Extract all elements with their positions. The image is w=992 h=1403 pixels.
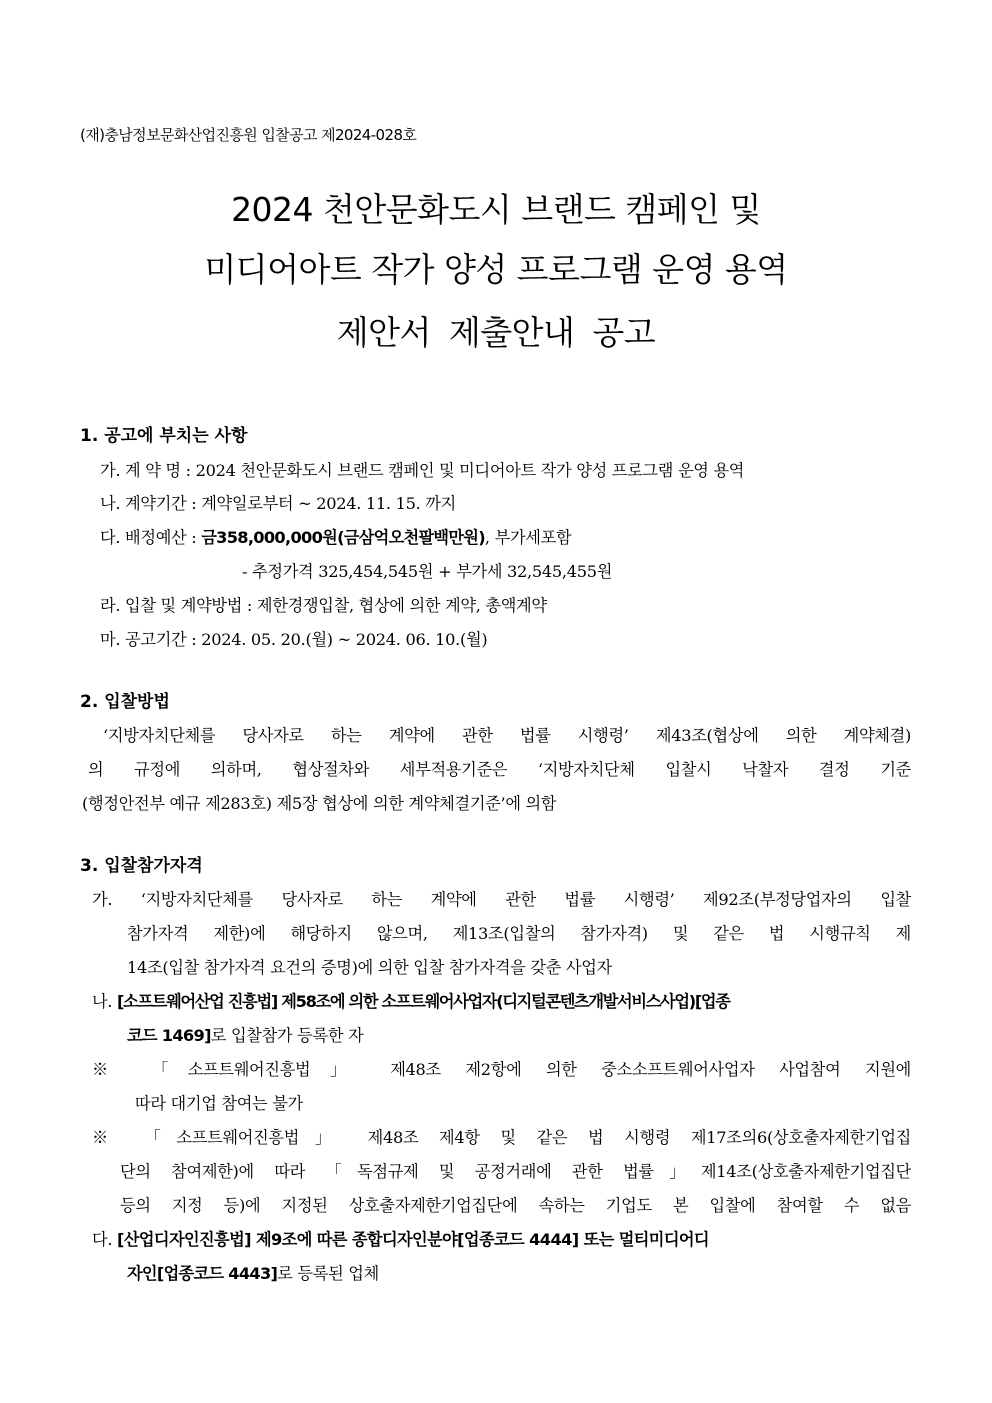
method-line-2: 의 규정에 의하며, 협상절차와 세부적용기준은 ‘지방자치단체 입찰시 낙찰자 결정 기준 (88, 760, 911, 779)
title-line-3: 제안서 제출안내 공고 (336, 313, 656, 352)
qualification-da-prefix: 다. (92, 1230, 118, 1249)
qualification-na-bold-1: [소프트웨어산업 진흥법] 제58조에 의한 소프트웨어사업자(디지털콘텐츠개발서비스사업)[업종 (117, 992, 730, 1011)
qualification-da-suffix: 로 등록된 업체 (277, 1264, 379, 1283)
section-2-heading: 2. 입찰방법 (80, 692, 170, 712)
qualification-da-bold-2: 자인[업종코드 4443] (127, 1264, 278, 1283)
title-line-1: 2024 천안문화도시 브랜드 캠페인 및 (231, 190, 761, 229)
qualification-da-line-2 (127, 1260, 379, 1284)
method-line-1: ‘지방자치단체를 당사자로 하는 계약에 관한 법률 시행령’ 제43조(협상에 의한 계약체결) (103, 726, 911, 745)
section-3-heading: 3. 입찰참가자격 (80, 856, 203, 876)
bid-method: 라. 입찰 및 계약방법 : 제한경쟁입찰, 협상에 의한 계약, 총액계약 (100, 596, 547, 615)
qualification-ga-line-3: 14조(입찰 참가자격 요건의 증명)에 의한 입찰 참가자격을 갖춘 사업자 (127, 958, 612, 977)
note-1-line-1: ※ 「소프트웨어진흥법」 제48조 제2항에 의한 중소소프트웨어사업자 사업참여 지원에 (92, 1060, 911, 1079)
budget-prefix: 다. 배정예산 : (100, 528, 202, 547)
contract-name: 가. 계 약 명 : 2024 천안문화도시 브랜드 캠페인 및 미디어아트 작가 양성 프로그램 운영 용역 (100, 461, 745, 480)
notice-period: 마. 공고기간 : 2024. 05. 20.(월) ~ 2024. 06. 10.(월) (100, 630, 488, 649)
budget-amount: 금358,000,000원(금삼억오천팔백만원) (201, 528, 485, 547)
qualification-na-suffix: 로 입찰참가 등록한 자 (210, 1026, 364, 1045)
qualification-da-line-1 (92, 1226, 709, 1250)
note-2-line-3: 등의 지정 등)에 지정된 상호출자제한기업집단에 속하는 기업도 본 입찰에 참여할 수 없음 (120, 1196, 911, 1215)
budget-line (100, 524, 571, 548)
budget-detail: - 추정가격 325,454,545원 + 부가세 32,545,455원 (242, 562, 613, 581)
budget-suffix: , 부가세포함 (484, 528, 572, 547)
qualification-na-bold-2: 코드 1469] (127, 1026, 211, 1045)
title-line-2: 미디어아트 작가 양성 프로그램 운영 용역 (204, 250, 788, 289)
notice-number: (재)충남정보문화산업진흥원 입찰공고 제2024-028호 (80, 126, 417, 144)
note-2-line-2: 단의 참여제한)에 따라 「독점규제 및 공정거래에 관한 법률」제14조(상호출자제한기업집단 (120, 1162, 911, 1181)
section-1-heading: 1. 공고에 부치는 사항 (80, 426, 248, 446)
qualification-na-line-2 (127, 1022, 363, 1046)
qualification-ga-line-1: 가. ‘지방자치단체를 당사자로 하는 계약에 관한 법률 시행령’ 제92조(부정당업자의 입찰 (92, 890, 911, 909)
note-1-line-2: 따라 대기업 참여는 불가 (135, 1094, 303, 1113)
qualification-ga-line-2: 참가자격 제한)에 해당하지 않으며, 제13조(입찰의 참가자격) 및 같은 법 시행규칙 제 (127, 924, 911, 943)
qualification-na-prefix: 나. (92, 992, 118, 1011)
qualification-da-bold-1: [산업디자인진흥법] 제9조에 따른 종합디자인분야[업종코드 4444] 또는 멀티미디어디 (117, 1230, 709, 1249)
method-line-3: (행정안전부 예규 제283호) 제5장 협상에 의한 계약체결기준’에 의함 (82, 794, 557, 813)
qualification-na-line-1 (92, 988, 911, 1012)
note-2-line-1: ※ 「소프트웨어진흥법」 제48조 제4항 및 같은 법 시행령 제17조의6(상호출자제한기업집 (92, 1128, 911, 1147)
contract-period: 나. 계약기간 : 계약일로부터 ~ 2024. 11. 15. 까지 (100, 494, 456, 513)
